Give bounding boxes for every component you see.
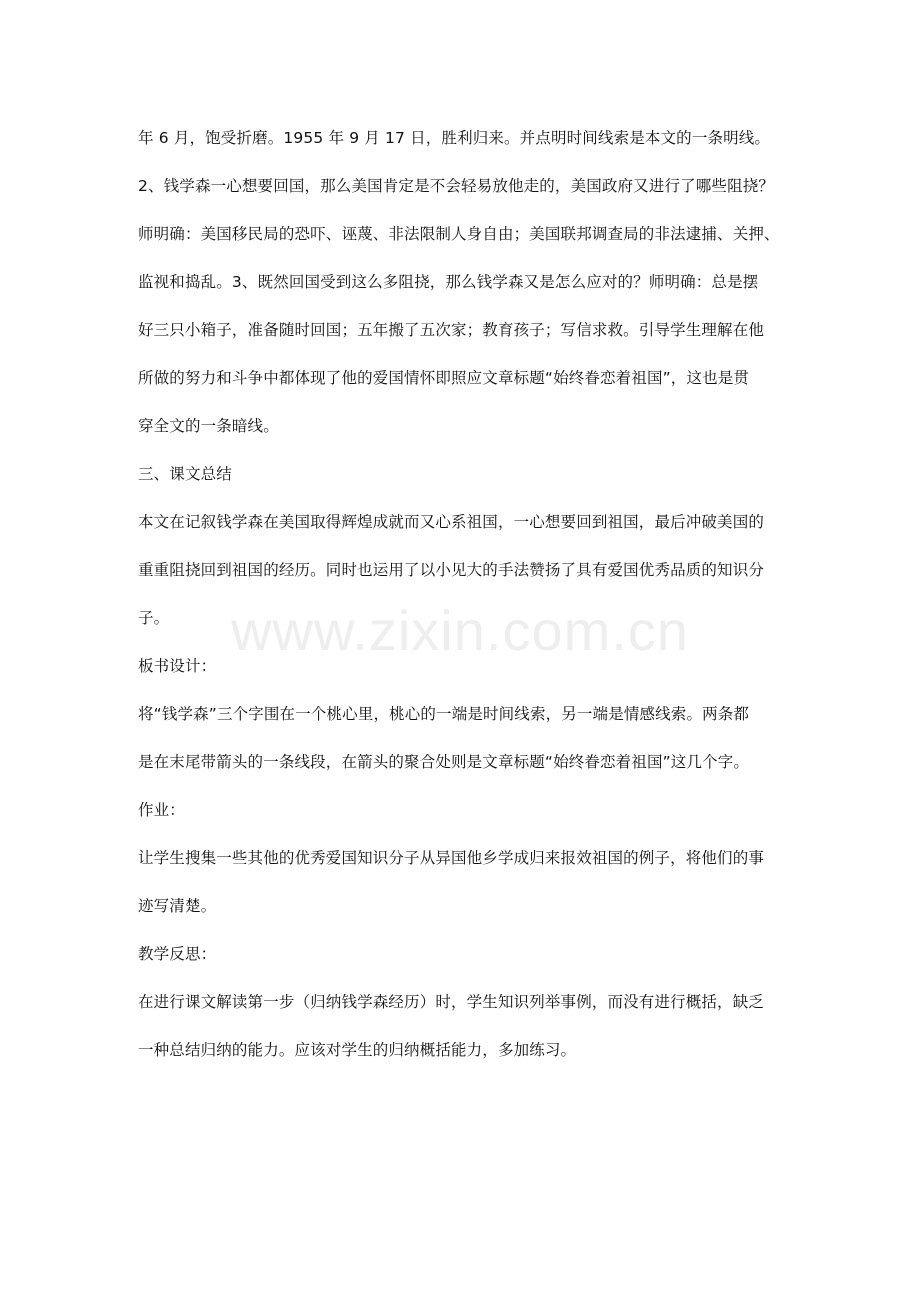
text-line: 让学生搜集一些其他的优秀爱国知识分子从异国他乡学成归来报效祖国的例子，将他们的事 xyxy=(138,849,765,867)
text-line: 穿全文的一条暗线。 xyxy=(138,417,279,435)
text-line: 是在末尾带箭头的一条线段，在箭头的聚合处则是文章标题“始终眷恋着祖国”这几个字。 xyxy=(138,753,750,771)
text-line: 重重阻挠回到祖国的经历。同时也运用了以小见大的手法赞扬了具有爱国优秀品质的知识分 xyxy=(138,561,765,579)
text-line: 迹写清楚。 xyxy=(138,897,217,915)
section-heading: 板书设计： xyxy=(138,657,217,675)
text-line: 子。 xyxy=(138,609,170,627)
text-line: 好三只小箱子，准备随时回国；五年搬了五次家；教育孩子；写信求救。引导学生理解在他 xyxy=(138,321,765,339)
watermark: www.zixin.com.cn xyxy=(231,599,689,662)
text-line: 年 6 月，饱受折磨。1955 年 9 月 17 日，胜利归来。并点明时间线索是本文的一条明线。 xyxy=(138,129,771,147)
section-heading: 作业： xyxy=(138,801,185,819)
text-line: 监视和捣乱。3、既然回国受到这么多阻挠，那么钱学森又是怎么应对的？师明确：总是摆 xyxy=(138,273,759,291)
text-line: 一种总结归纳的能力。应该对学生的归纳概括能力，多加练习。 xyxy=(138,1041,577,1059)
text-line: 将“钱学森”三个字围在一个桃心里，桃心的一端是时间线索，另一端是情感线索。两条都 xyxy=(138,705,750,723)
text-line: 在进行课文解读第一步（归纳钱学森经历）时，学生知识列举事例，而没有进行概括，缺乏 xyxy=(138,993,765,1011)
section-heading: 教学反思： xyxy=(138,945,217,963)
text-line: 2、钱学森一心想要回国，那么美国肯定是不会轻易放他走的，美国政府又进行了哪些阻挠？ xyxy=(138,177,775,195)
text-line: 所做的努力和斗争中都体现了他的爱国情怀即照应文章标题“始终眷恋着祖国”，这也是贯 xyxy=(138,369,750,387)
text-line: 师明确：美国移民局的恐吓、诬蔑、非法限制人身自由；美国联邦调查局的非法逮捕、关押、 xyxy=(138,225,780,243)
section-heading: 三、课文总结 xyxy=(138,465,232,483)
text-line: 本文在记叙钱学森在美国取得辉煌成就而又心系祖国，一心想要回到祖国，最后冲破美国的 xyxy=(138,513,765,531)
